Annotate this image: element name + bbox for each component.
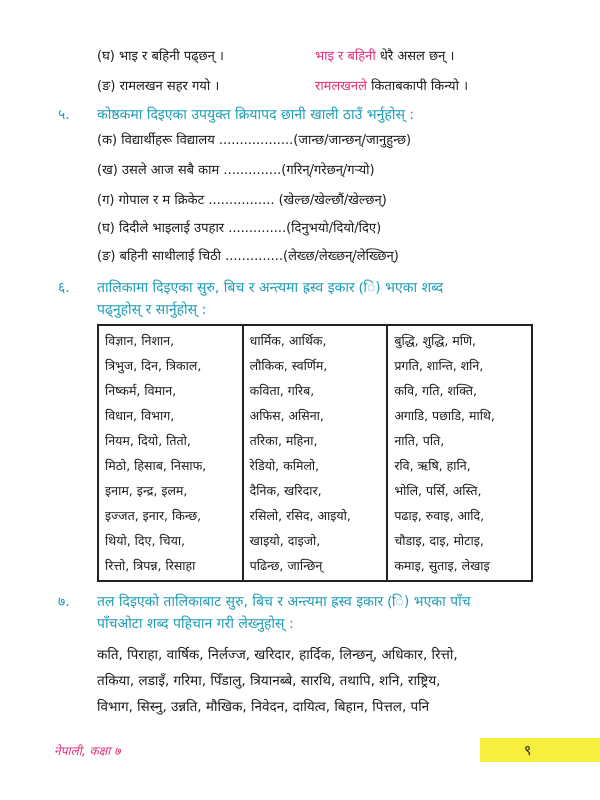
q5-item-gha: (घ) दिदीले भाइलाई उपहार ..............(दिनुभयो/दियो/दिए) [97, 221, 382, 236]
q7-word-paragraph [97, 642, 458, 720]
q5-item-ga: (ग) गोपाल र म क्रिकेट ................ (खेल्छ/खेल्छौं/खेल्छन्) [97, 193, 387, 208]
word-table-col-3 [387, 325, 532, 581]
question-6-title-line2: पढ्नुहोस् र सार्नुहोस् : [97, 302, 207, 318]
word-cell: पढाइ, रुवाइ, आदि, [394, 508, 485, 523]
question-7-number: ७. [58, 594, 70, 610]
word-cell: इनाम, इन्द्र, इलम, [105, 483, 188, 498]
q7-word-line: कति, पिराहा, वार्षिक, निर्लज्ज, खरिदार, हार्दिक, लिन्छन्, अधिकार, रित्तो, [97, 647, 458, 663]
item-gha-right: भाइ र बहिनी धेरै असल छन् । [315, 49, 455, 64]
word-cell: धार्मिक, आर्थिक, [249, 333, 327, 348]
page-number: ९ [524, 743, 532, 759]
word-cell: अगाडि, पछाडि, माथि, [394, 408, 495, 423]
q5-item-ka: (क) विद्यार्थीहरू विद्यालय ..................(जान्छ/जान्छन्/जानुहुन्छ) [97, 133, 412, 148]
word-cell: मिठो, हिसाब, निसाफ, [105, 458, 207, 473]
word-cell: रेडियो, कमिलो, [249, 458, 320, 473]
q7-word-line: विभाग, सिस्नु, उन्नति, मौखिक, निवेदन, दायित्व, बिहान, पित्तल, पनि [97, 699, 430, 715]
question-7-title-line2: पाँचओटा शब्द पहिचान गरी लेख्नुहोस् : [97, 616, 294, 632]
word-cell: दैनिक, खरिदार, [249, 483, 322, 498]
item-gha-left: (घ) भाइ र बहिनी पढ्छन् । [97, 49, 224, 64]
word-table-col-1 [98, 325, 243, 581]
word-cell: लौकिक, स्वर्णिम, [249, 358, 328, 373]
word-cell: नाति, पति, [394, 433, 445, 448]
footer-subject: नेपाली, कक्षा ७ [54, 744, 121, 758]
word-cell: विज्ञान, निशान, [105, 333, 175, 348]
question-6-title-line1: तालिकामा दिइएका सुरु, बिच र अन्त्यमा ह्रस्व इकार (ि) भएका शब्द [97, 280, 444, 296]
word-table-col-2 [243, 325, 388, 581]
word-cell: रवि, ऋषि, हानि, [394, 458, 471, 473]
q7-word-line: तकिया, लडाइँ, गरिमा, पिँडालु, त्रियानब्बे, सारथि, तथापि, शनि, राष्ट्रिय, [97, 673, 441, 689]
question-5-number: ५. [58, 107, 70, 123]
word-cell: पढिन्छ, जान्छिन् [249, 558, 323, 573]
item-nga-left: (ङ) रामलखन सहर गयो । [97, 79, 220, 94]
word-cell: अफिस, असिना, [249, 408, 324, 423]
word-cell: रित्तो, त्रिपन्न, रिसाहा [105, 558, 196, 573]
word-cell: रसिलो, रसिद, आइयो, [249, 508, 351, 523]
word-cell: इज्जत, इनार, किन्छ, [105, 508, 202, 523]
word-cell: थियो, दिए, चिया, [105, 533, 186, 548]
word-cell: प्रगति, शान्ति, शनि, [394, 358, 484, 373]
question-7-title-line1: तल दिइएको तालिकाबाट सुरु, बिच र अन्त्यमा ह्रस्व इकार (ि) भएका पाँच [97, 594, 471, 610]
word-cell: निष्कर्म, विमान, [105, 383, 177, 398]
word-cell: नियम, दियो, तितो, [105, 433, 191, 448]
word-cell: तरिका, महिना, [249, 433, 318, 448]
word-cell: खाइयो, दाइजो, [249, 533, 321, 548]
word-cell: कवि, गति, शक्ति, [394, 383, 477, 398]
question-5-title: कोष्ठकमा दिइएका उपयुक्त क्रियापद छानी खाली ठाउँ भर्नुहोस् : [97, 107, 415, 123]
item-nga-right: रामलखनले किताबकापी किन्यो । [315, 79, 469, 94]
footer-page-bar [480, 738, 600, 762]
word-table [97, 324, 533, 582]
q5-item-nga: (ङ) बहिनी साथीलाई चिठी ..............(लेख्छ/लेख्छन्/लेख्छिन्) [97, 249, 399, 264]
word-cell: भोलि, पर्सि, अस्ति, [394, 483, 482, 498]
word-cell: कमाइ, सुताइ, लेखाइ [394, 558, 490, 573]
word-cell: कविता, गरिब, [249, 383, 315, 398]
word-cell: चौडाइ, दाइ, मोटाइ, [394, 533, 484, 548]
word-cell: बुद्धि, शुद्धि, मणि, [394, 333, 477, 348]
q5-item-kha: (ख) उसले आज सबै काम ..............(गरिन्/गरेछन्/गर्‍यो) [97, 163, 375, 178]
word-cell: विधान, विभाग, [105, 408, 175, 423]
word-cell: त्रिभुज, दिन, त्रिकाल, [105, 358, 202, 373]
question-6-number: ६. [58, 280, 70, 296]
